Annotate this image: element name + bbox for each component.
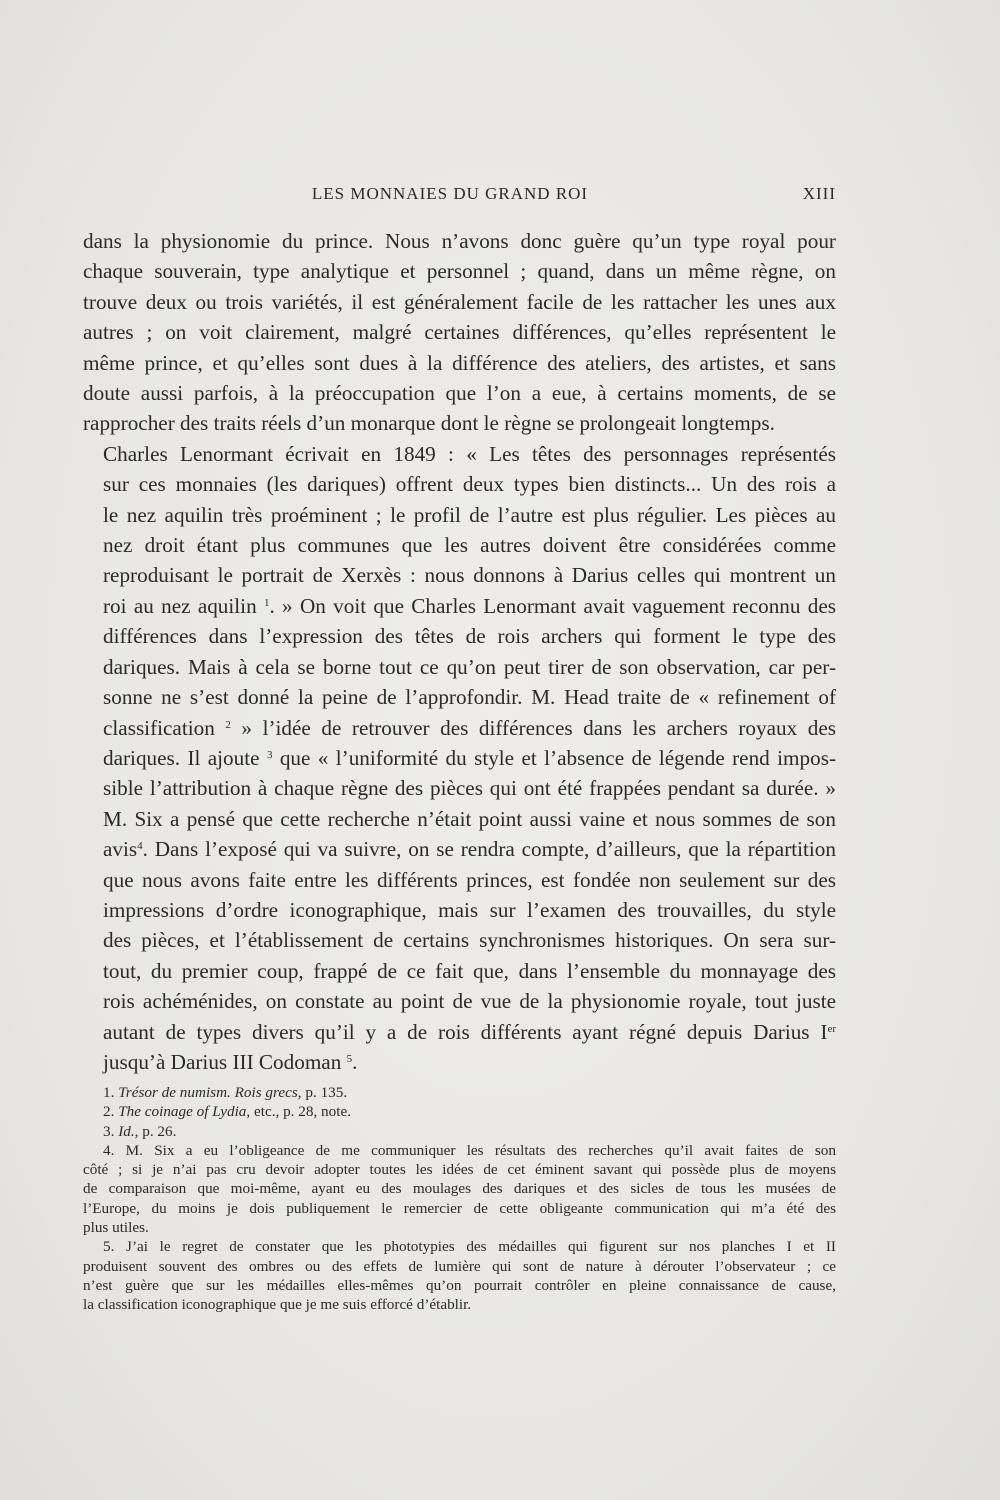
text-line: différences dans l’expression des têtes de rois archers qui forment le type des: [103, 624, 836, 649]
text-line: la classification iconographique que je me suis efforcé d’établir.: [83, 1296, 472, 1314]
footnote-number: 1.: [103, 1084, 115, 1101]
text-segment: , p. 26.: [134, 1122, 177, 1140]
text-segment: avis: [103, 837, 138, 862]
footnote-number: 2.: [103, 1103, 115, 1121]
text-segment: , p. 135.: [297, 1084, 348, 1101]
text-line: trouve deux ou trois variétés, il est généralement facile de les rattacher les unes aux: [83, 289, 836, 314]
text-line: 4. M. Six a eu l’obligeance de me communiquer les résultats des recherches qu’il avait faites de son: [103, 1141, 836, 1159]
text-line: [83, 713, 836, 743]
footnote-ref[interactable]: 1: [263, 596, 270, 609]
text-line: M. Six a pensé que cette recherche n’était point aussi vaine et nous sommes de son: [103, 806, 836, 831]
footnote-ref[interactable]: 2: [225, 718, 231, 731]
text-line: [83, 1122, 836, 1141]
text-line: [83, 1102, 836, 1121]
text-line: sur ces monnaies (les dariques) offrent deux types bien distincts... Un des rois a: [103, 472, 836, 497]
text-segment: jusqu’à Darius III Codoman: [103, 1049, 342, 1074]
text-segment: dariques. Il ajoute: [103, 745, 260, 770]
text-segment: .: [352, 1049, 358, 1074]
text-segment: autant de types divers qu’il y a de rois différents ayant régné depuis Darius I: [103, 1019, 828, 1044]
text-line: rois achéménides, on constate au point de vue de la physionomie royale, tout juste: [103, 989, 836, 1014]
text-line: l’Europe, du moins je dois publiquement le remercier de cette obligeante communication qui m’a été des: [83, 1199, 836, 1217]
text-line: 5. J’ai le regret de constater que les phototypies des médailles qui figurent sur nos planches I et II: [103, 1238, 836, 1256]
text-line: sible l’attribution à chaque règne des pièces qui ont été frappées pendant sa durée. »: [103, 776, 836, 801]
text-line: doute aussi parfois, à la préoccupation que l’on a eue, à certains moments, de se: [83, 381, 836, 406]
text-segment: roi au nez aquilin: [103, 593, 257, 618]
citation-title: Id.: [118, 1122, 135, 1140]
citation-title: Trésor de numism. Rois grecs: [118, 1084, 298, 1101]
text-line: de comparaison que moi-même, ayant eu des moulages des dariques et des sicles de tous les musées de: [83, 1180, 836, 1198]
text-segment: . » On voit que Charles Lenormant avait vaguement reconnu des: [269, 593, 837, 618]
superscript: er: [827, 1022, 836, 1035]
text-line: reproduisant le portrait de Xerxès : nous donnons à Darius celles qui montrent un: [103, 563, 836, 588]
footnote-ref[interactable]: 4: [137, 840, 143, 853]
footnote: [83, 1237, 836, 1314]
text-line: [83, 743, 836, 773]
text-line: [83, 1047, 836, 1077]
text-line: n’est guère que sur les médailles elles-mêmes qu’on pourrait contrôler en pleine connaissance de cause,: [83, 1276, 836, 1294]
main-text: [83, 226, 836, 1077]
page-number: XIII: [802, 184, 836, 203]
citation-title: The coinage of Lydia: [118, 1103, 247, 1121]
text-line: des pièces, et l’établissement de certains synchronismes historiques. On sera sur-: [103, 928, 836, 953]
text-segment: » l’idée de retrouver des différences dans les archers royaux des: [230, 715, 837, 740]
text-segment: , etc., p. 28, note.: [246, 1103, 352, 1121]
text-line: Charles Lenormant écrivait en 1849 : « Les têtes des personnages représentés: [103, 441, 836, 466]
footnote: [83, 1102, 836, 1121]
text-line: le nez aquilin très proéminent ; le profil de l’autre est plus régulier. Les pièces au: [103, 502, 836, 527]
text-line: [83, 1083, 836, 1102]
text-line: sonne ne s’est donné la peine de l’approfondir. M. Head traite de « refinement of: [103, 685, 836, 710]
footnote: [83, 1083, 836, 1102]
running-title: LES MONNAIES DU GRAND ROI: [311, 184, 589, 203]
text-line: impressions d’ordre iconographique, mais sur l’examen des trouvailles, du style: [103, 897, 836, 922]
text-line: plus utiles.: [83, 1219, 149, 1237]
footnote: [83, 1122, 836, 1141]
paragraph: [83, 226, 836, 439]
footnote: [83, 1141, 836, 1237]
text-line: [83, 1017, 836, 1047]
text-segment: classification: [103, 715, 215, 740]
footnote-ref[interactable]: 3: [266, 748, 273, 761]
text-line: dans la physionomie du prince. Nous n’avons donc guère qu’un type royal pour: [83, 229, 836, 253]
paragraph: [83, 439, 836, 1078]
text-line: [83, 834, 836, 864]
text-segment: . Dans l’exposé qui va suivre, on se rendra compte, d’ailleurs, que la répartition: [142, 837, 836, 862]
text-line: produisent souvent des ombres ou des effets de lumière qui sont de nature à dérouter l’observateur ; ce: [83, 1257, 836, 1275]
text-line: chaque souverain, type analytique et personnel ; quand, dans un même règne, on: [83, 259, 836, 284]
text-line: autres ; on voit clairement, malgré certaines différences, qu’elles représentent le: [83, 320, 836, 345]
text-segment: que « l’uniformité du style et l’absence de légende rend impos-: [272, 745, 837, 770]
running-head: [0, 180, 1000, 210]
text-line: dariques. Mais à cela se borne tout ce qu’on peut tirer de son observation, car per-: [103, 654, 836, 679]
text-line: côté ; si je n’ai pas cru devoir adopter toutes les idées de cet éminent savant qui possède plus de moyens: [83, 1161, 836, 1179]
text-line: rapprocher des traits réels d’un monarque dont le règne se prolongeait longtemps.: [83, 411, 775, 436]
text-line: [83, 591, 836, 621]
text-line: que nous avons faite entre les différents princes, est fondée non seulement sur des: [103, 867, 836, 892]
text-line: même prince, et qu’elles sont dues à la différence des ateliers, des artistes, et sans: [83, 350, 836, 375]
footnotes: [83, 1083, 836, 1315]
text-line: tout, du premier coup, frappé de ce fait que, dans l’ensemble du monnayage des: [103, 958, 836, 983]
text-line: nez droit étant plus communes que les autres doivent être considérées comme: [103, 533, 836, 558]
footnote-number: 3.: [103, 1122, 115, 1140]
footnote-ref[interactable]: 5: [346, 1052, 353, 1065]
